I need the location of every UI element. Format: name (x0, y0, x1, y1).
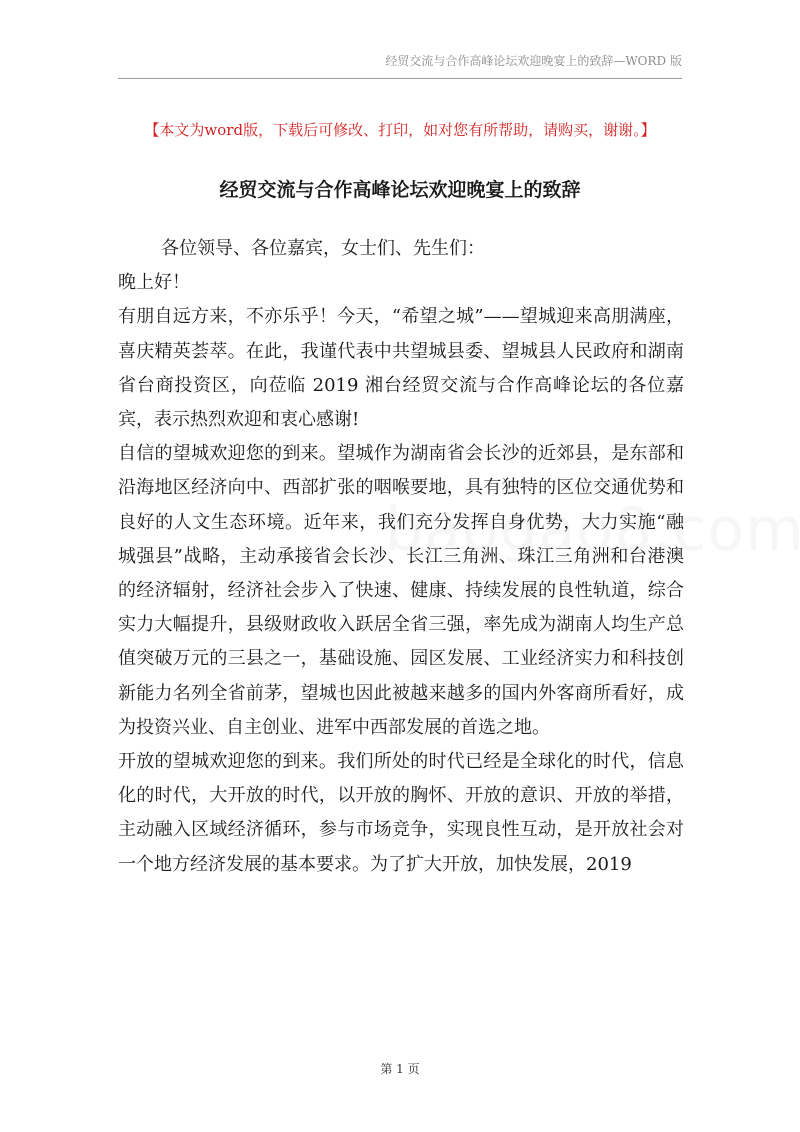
page-number: 第 1 页 (380, 1062, 420, 1076)
header-divider (118, 78, 682, 79)
body-paragraph: 自信的望城欢迎您的到来。望城作为湖南省会长沙的近郊县，是东部和沿海地区经济向中、西部扩张的咽喉要地，具有独特的区位交通优势和良好的人文生态环境。近年来，我们充分发挥自身优势，大力实施“融城强县”战略，主动承接省会长沙、长江三角洲、珠江三角洲和台港澳的经济辐射，经济社会步入了快速、健康、持续发展的良性轨道，综合实力大幅提升，县级财政收入跃居全省三强，率先成为湖南人均生产总值突破万元的三县之一，基础设施、园区发展、工业经济实力和科技创新能力名列全省前茅，望城也因此被越来越多的国内外客商所看好，成为投资兴业、自主创业、进军中西部发展的首选之地。 (118, 443, 684, 738)
running-header: 经贸交流与合作高峰论坛欢迎晚宴上的致辞—WORD 版 (385, 54, 682, 68)
body-paragraph: 开放的望城欢迎您的到来。我们所处的时代已经是全球化的时代，信息化的时代，大开放的时代，以开放的胸怀、开放的意识、开放的举措，主动融入区域经济循环，参与市场竞争，实现良性互动，是开放社会对一个地方经济发展的基本要求。为了扩大开放，加快发展，2019 (118, 751, 684, 875)
body-paragraph: 有朋自远方来，不亦乐乎！今天，“希望之城”——望城迎来高朋满座，喜庆精英荟萃。在此，我谨代表中共望城县委、望城县人民政府和湖南省台商投资区，向莅临 2019 湘台经贸交流与合作高峰论坛的各位嘉宾，表示热烈欢迎和衷心感谢! (118, 306, 684, 431)
document-body (118, 232, 684, 882)
document-title: 经贸交流与合作高峰论坛欢迎晚宴上的致辞 (219, 179, 581, 201)
greeting-paragraph: 晚上好！ (118, 272, 190, 294)
download-notice: 【本文为word版，下载后可修改、打印，如对您有所帮助，请购买，谢谢。】 (144, 121, 656, 139)
salutation-paragraph: 各位领导、各位嘉宾，女士们、先生们： (161, 238, 485, 259)
